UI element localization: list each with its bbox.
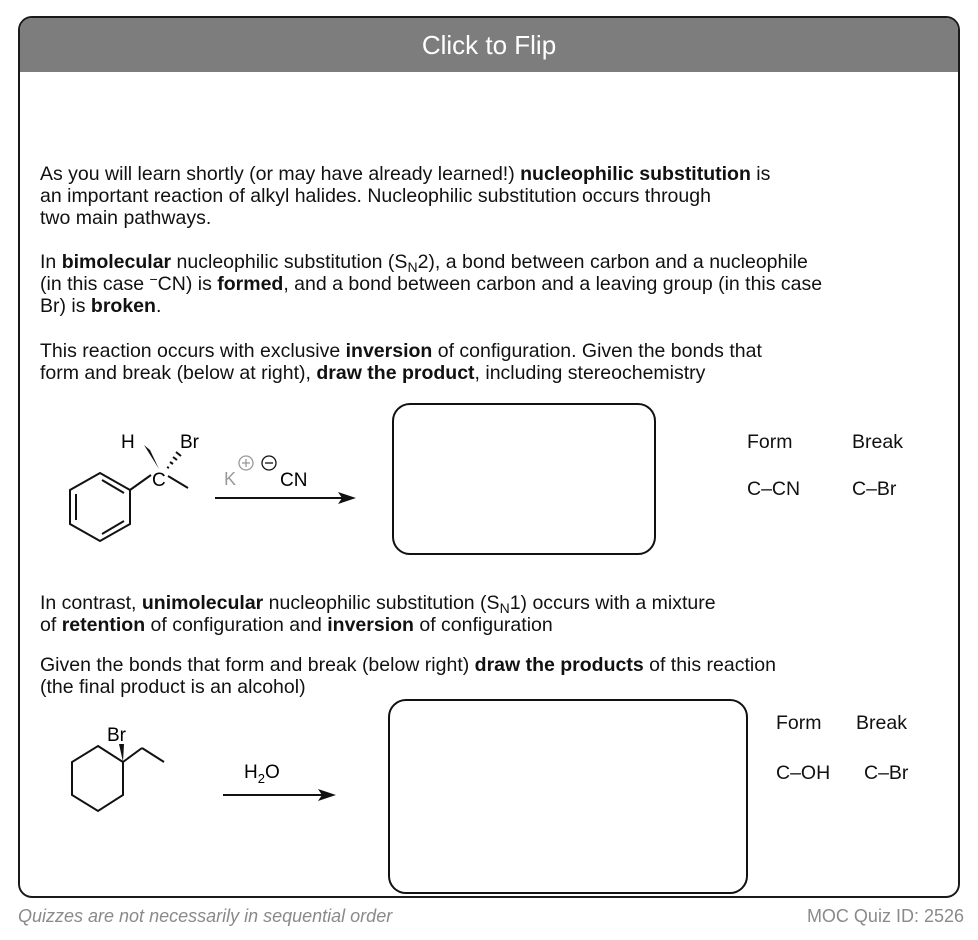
water-label: $H_2O$ [244,762,280,786]
benzene-double-bond [102,480,124,493]
break-bond: C–Br [864,762,909,784]
benzene-ring [70,473,130,541]
quiz-card [18,16,960,898]
break-bond: C–Br [852,478,897,500]
footer-note: Quizzes are not necessarily in sequential order [18,906,393,926]
sn1-answer-box[interactable] [388,699,748,894]
ethyl-bond [123,748,142,762]
intro-paragraph: As you will learn shortly (or may have already learned!) nucleophilic substitution is an important reaction of alkyl halides. Nucleophilic substitution occurs through two main pathways. [40,163,771,229]
bromine-atom-label: Br [107,725,126,746]
hydrogen-atom-label: H [121,432,135,453]
carbon-atom-label: C [152,470,166,491]
click-to-flip-button[interactable]: Click to Flip [20,18,958,72]
sn2-paragraph: In bimolecular nucleophilic substitution $(S_N2)$, a bond between carbon and a nucleophile (in this case −CN) is formed, and a bond between carbon and a leaving group (in this case Br) is broken. [40,251,823,317]
sn2-question: This reaction occurs with exclusive inversion of configuration. Given the bonds that form and break (below at right), draw the product, including stereochemistry [40,340,762,384]
sn1-paragraph: In contrast, unimolecular nucleophilic substitution $(S_N1)$ occurs with a mixture of retention of configuration and inversion of configuration [40,592,716,636]
ring-carbon-bond [130,475,151,490]
break-header: Break [856,712,907,734]
cyclohexane-ring [72,746,123,811]
form-bond: C–OH [776,762,831,784]
methyl-bond [168,476,188,488]
bromine-atom-label: Br [180,432,199,453]
potassium-label: K [224,469,237,489]
form-header: Form [776,712,822,734]
sn2-answer-box[interactable] [392,403,656,555]
form-bond: C–CN [747,478,801,500]
benzene-double-bond [102,521,124,534]
wedge-bond [144,445,159,469]
form-header: Form [747,431,793,453]
cyanide-label: CN [280,470,308,491]
break-header: Break [852,431,903,453]
ethyl-bond [142,748,164,762]
quiz-id: MOC Quiz ID: 2526 [806,906,964,926]
sn1-question: Given the bonds that form and break (below right) draw the products of this reaction (the final product is an alcohol) [40,654,776,698]
hashed-bond [167,452,181,468]
